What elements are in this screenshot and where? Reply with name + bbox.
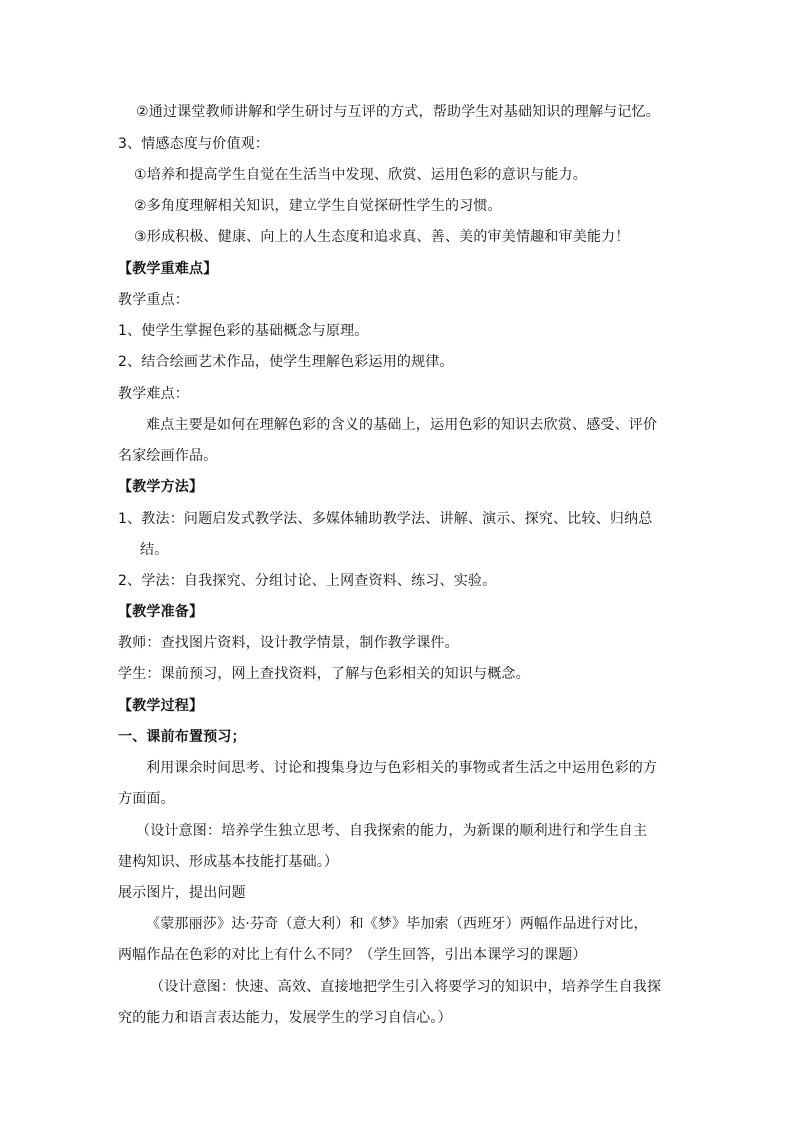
emotion-item-1: ①培养和提高学生自觉在生活当中发现、欣赏、运用色彩的意识与能力。 bbox=[134, 167, 587, 183]
student-preparation: 学生：课前预习，网上查找资料，了解与色彩相关的知识与概念。 bbox=[118, 666, 530, 682]
design-intent-1-line-1: （设计意图：培养学生独立思考、自我探索的能力，为新课的顺利进行和学生自主 bbox=[136, 823, 648, 839]
learning-method-line: 2、学法：自我探究、分组讨论、上网查资料、练习、实验。 bbox=[118, 573, 497, 589]
preview-line-2: 方面面。 bbox=[118, 791, 175, 807]
key-points-label: 教学重点： bbox=[118, 292, 189, 308]
emotion-item-2: ②多角度理解相关知识，建立学生自觉探研性学生的习惯。 bbox=[134, 198, 502, 214]
preparation-heading: 【教学准备】 bbox=[118, 604, 204, 620]
teaching-method-line-1: 1、教法：问题启发式教学法、多媒体辅助教学法、讲解、演示、探究、比较、归纳总 bbox=[118, 511, 653, 527]
comparison-line-1: 《蒙那丽莎》达·芬奇（意大利）和《梦》毕加索（西班牙）两幅作品进行对比， bbox=[146, 916, 648, 932]
emotion-item-3: ③形成积极、健康、向上的人生态度和追求真、善、美的审美情趣和审美能力！ bbox=[134, 229, 630, 245]
design-intent-1-line-2: 建构知识、形成基本技能打基础。） bbox=[118, 854, 339, 870]
comparison-line-2: 两幅作品在色彩的对比上有什么不同？（学生回答，引出本课学习的课题） bbox=[118, 947, 587, 963]
methods-heading: 【教学方法】 bbox=[118, 479, 204, 495]
preview-heading: 一、课前布置预习； bbox=[118, 729, 246, 745]
difficult-point-line-1: 难点主要是如何在理解色彩的含义的基础上，运用色彩的知识去欣赏、感受、评价 bbox=[146, 417, 658, 433]
show-pictures-line: 展示图片，提出问题 bbox=[118, 885, 246, 901]
difficult-point-line-2: 名家绘画作品。 bbox=[118, 448, 218, 464]
difficult-points-label: 教学难点： bbox=[118, 386, 189, 402]
key-points-heading: 【教学重难点】 bbox=[118, 261, 218, 277]
design-intent-2-line-2: 究的能力和语言表达能力，发展学生的学习自信心。） bbox=[118, 1010, 452, 1026]
section-emotion-heading: 3、情感态度与价值观： bbox=[118, 136, 270, 152]
teacher-preparation: 教师：查找图片资料，设计教学情景，制作教学课件。 bbox=[118, 635, 459, 651]
process-heading: 【教学过程】 bbox=[118, 698, 204, 714]
key-point-2: 2、结合绘画艺术作品，使学生理解色彩运用的规律。 bbox=[118, 354, 454, 370]
objective-2-line: ②通过课堂教师讲解和学生研讨与互评的方式，帮助学生对基础知识的理解与记忆。 bbox=[136, 104, 660, 120]
teaching-method-line-2: 结。 bbox=[140, 542, 169, 558]
preview-line-1: 利用课余时间思考、讨论和搜集身边与色彩相关的事物或者生活之中运用色彩的方 bbox=[146, 760, 658, 776]
design-intent-2-line-1: （设计意图：快速、高效、直接地把学生引入将要学习的知识中，培养学生自我探 bbox=[150, 979, 662, 995]
key-point-1: 1、使学生掌握色彩的基础概念与原理。 bbox=[118, 323, 369, 339]
